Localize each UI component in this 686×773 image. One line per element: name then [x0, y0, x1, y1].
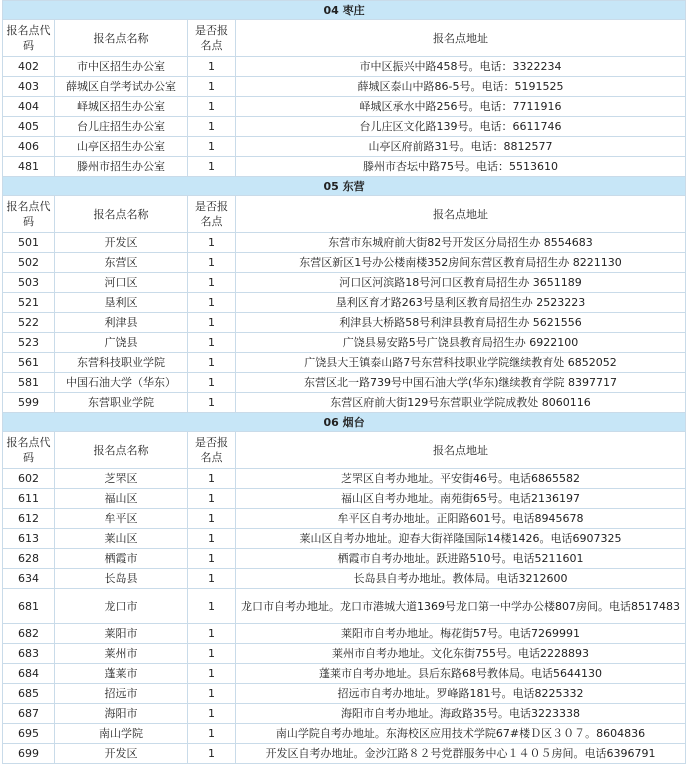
table-row: [3, 233, 686, 253]
point-address: 峄城区承水中路256号。电话：7711916: [236, 97, 686, 117]
header-code: 报名点代码: [3, 432, 55, 469]
table-row: [3, 353, 686, 373]
point-code: 481: [3, 157, 55, 177]
table-row: [3, 253, 686, 273]
point-address: 莱山区自考办地址。迎春大街祥隆国际14楼1426。电话6907325: [236, 529, 686, 549]
point-code: 685: [3, 684, 55, 704]
header-address: 报名点地址: [236, 432, 686, 469]
is-point-flag: 1: [188, 313, 236, 333]
point-address: 市中区振兴中路458号。电话：3322234: [236, 57, 686, 77]
column-header-row: [3, 196, 686, 233]
is-point-flag: 1: [188, 157, 236, 177]
table-row: [3, 393, 686, 413]
point-name: 广饶县: [55, 333, 188, 353]
table-row: [3, 137, 686, 157]
point-name: 利津县: [55, 313, 188, 333]
point-code: 404: [3, 97, 55, 117]
is-point-flag: 1: [188, 233, 236, 253]
is-point-flag: 1: [188, 253, 236, 273]
point-name: 开发区: [55, 233, 188, 253]
is-point-flag: 1: [188, 293, 236, 313]
is-point-flag: 1: [188, 57, 236, 77]
is-point-flag: 1: [188, 569, 236, 589]
point-code: 634: [3, 569, 55, 589]
is-point-flag: 1: [188, 333, 236, 353]
is-point-flag: 1: [188, 273, 236, 293]
table-row: [3, 273, 686, 293]
point-name: 莱阳市: [55, 624, 188, 644]
header-is-point: 是否报名点: [188, 20, 236, 57]
is-point-flag: 1: [188, 373, 236, 393]
point-name: 东营科技职业学院: [55, 353, 188, 373]
point-name: 南山学院: [55, 724, 188, 744]
point-address: 牟平区自考办地址。正阳路601号。电话8945678: [236, 509, 686, 529]
is-point-flag: 1: [188, 644, 236, 664]
point-code: 612: [3, 509, 55, 529]
header-code: 报名点代码: [3, 196, 55, 233]
point-code: 402: [3, 57, 55, 77]
point-name: 市中区招生办公室: [55, 57, 188, 77]
point-address: 栖霞市自考办地址。跃进路510号。电话5211601: [236, 549, 686, 569]
section-header-row: [3, 177, 686, 196]
point-code: 683: [3, 644, 55, 664]
column-header-row: [3, 432, 686, 469]
point-code: 682: [3, 624, 55, 644]
point-address: 山亭区府前路31号。电话：8812577: [236, 137, 686, 157]
point-name: 开发区: [55, 744, 188, 764]
header-name: 报名点名称: [55, 432, 188, 469]
point-address: 芝罘区自考办地址。平安街46号。电话6865582: [236, 469, 686, 489]
is-point-flag: 1: [188, 704, 236, 724]
point-code: 611: [3, 489, 55, 509]
table-row: [3, 624, 686, 644]
point-address: 海阳市自考办地址。海政路35号。电话3223338: [236, 704, 686, 724]
point-address: 龙口市自考办地址。龙口市港城大道1369号龙口第一中学办公楼807房间。电话8517483: [236, 589, 686, 624]
point-address: 垦利区育才路263号垦利区教育局招生办 2523223: [236, 293, 686, 313]
table-row: [3, 469, 686, 489]
header-name: 报名点名称: [55, 196, 188, 233]
point-code: 599: [3, 393, 55, 413]
point-address: 广饶县大王镇泰山路7号东营科技职业学院继续教育处 6852052: [236, 353, 686, 373]
point-code: 521: [3, 293, 55, 313]
section-header-row: [3, 413, 686, 432]
header-code: 报名点代码: [3, 20, 55, 57]
table-row: [3, 549, 686, 569]
point-address: 长岛县自考办地址。教体局。电话3212600: [236, 569, 686, 589]
table-row: [3, 589, 686, 624]
point-code: 581: [3, 373, 55, 393]
point-address: 蓬莱市自考办地址。县后东路68号教体局。电话5644130: [236, 664, 686, 684]
point-name: 滕州市招生办公室: [55, 157, 188, 177]
is-point-flag: 1: [188, 744, 236, 764]
point-name: 福山区: [55, 489, 188, 509]
is-point-flag: 1: [188, 97, 236, 117]
point-code: 681: [3, 589, 55, 624]
is-point-flag: 1: [188, 724, 236, 744]
point-name: 河口区: [55, 273, 188, 293]
point-code: 523: [3, 333, 55, 353]
table-row: [3, 529, 686, 549]
is-point-flag: 1: [188, 529, 236, 549]
table-row: [3, 313, 686, 333]
table-row: [3, 569, 686, 589]
table-row: [3, 509, 686, 529]
point-address: 利津县大桥路58号利津县教育局招生办 5621556: [236, 313, 686, 333]
point-name: 招远市: [55, 684, 188, 704]
table-row: [3, 333, 686, 353]
header-address: 报名点地址: [236, 196, 686, 233]
table-row: [3, 373, 686, 393]
point-name: 中国石油大学（华东）: [55, 373, 188, 393]
is-point-flag: 1: [188, 469, 236, 489]
point-address: 福山区自考办地址。南苑街65号。电话2136197: [236, 489, 686, 509]
is-point-flag: 1: [188, 137, 236, 157]
point-code: 687: [3, 704, 55, 724]
point-address: 开发区自考办地址。金沙江路８２号党群服务中心１４０５房间。电话6396791: [236, 744, 686, 764]
point-code: 699: [3, 744, 55, 764]
table-row: [3, 77, 686, 97]
table-row: [3, 724, 686, 744]
point-address: 广饶县易安路5号广饶县教育局招生办 6922100: [236, 333, 686, 353]
is-point-flag: 1: [188, 684, 236, 704]
point-code: 602: [3, 469, 55, 489]
is-point-flag: 1: [188, 509, 236, 529]
is-point-flag: 1: [188, 117, 236, 137]
table-row: [3, 57, 686, 77]
point-code: 695: [3, 724, 55, 744]
table-row: [3, 117, 686, 137]
table-row: [3, 704, 686, 724]
point-name: 山亭区招生办公室: [55, 137, 188, 157]
point-address: 河口区河滨路18号河口区教育局招生办 3651189: [236, 273, 686, 293]
point-name: 垦利区: [55, 293, 188, 313]
point-name: 长岛县: [55, 569, 188, 589]
point-name: 龙口市: [55, 589, 188, 624]
section-header-row: [3, 1, 686, 20]
point-address: 滕州市杏坛中路75号。电话：5513610: [236, 157, 686, 177]
header-address: 报名点地址: [236, 20, 686, 57]
is-point-flag: 1: [188, 77, 236, 97]
point-code: 613: [3, 529, 55, 549]
is-point-flag: 1: [188, 353, 236, 373]
point-name: 蓬莱市: [55, 664, 188, 684]
point-address: 招远市自考办地址。罗峰路181号。电话8225332: [236, 684, 686, 704]
is-point-flag: 1: [188, 624, 236, 644]
table-row: [3, 97, 686, 117]
section-title: 06 烟台: [3, 413, 686, 432]
table-row: [3, 157, 686, 177]
table-row: [3, 664, 686, 684]
is-point-flag: 1: [188, 489, 236, 509]
column-header-row: [3, 20, 686, 57]
point-address: 莱阳市自考办地址。梅花街57号。电话7269991: [236, 624, 686, 644]
point-code: 502: [3, 253, 55, 273]
point-code: 403: [3, 77, 55, 97]
point-name: 薛城区自学考试办公室: [55, 77, 188, 97]
point-name: 芝罘区: [55, 469, 188, 489]
is-point-flag: 1: [188, 589, 236, 624]
point-address: 台儿庄区文化路139号。电话：6611746: [236, 117, 686, 137]
header-is-point: 是否报名点: [188, 432, 236, 469]
section-title: 04 枣庄: [3, 1, 686, 20]
point-code: 628: [3, 549, 55, 569]
point-code: 405: [3, 117, 55, 137]
point-code: 501: [3, 233, 55, 253]
point-address: 东营区府前大街129号东营职业学院成教处 8060116: [236, 393, 686, 413]
point-name: 东营职业学院: [55, 393, 188, 413]
point-code: 503: [3, 273, 55, 293]
point-code: 522: [3, 313, 55, 333]
is-point-flag: 1: [188, 664, 236, 684]
table-row: [3, 489, 686, 509]
point-name: 莱山区: [55, 529, 188, 549]
point-address: 薛城区泰山中路86-5号。电话：5191525: [236, 77, 686, 97]
point-name: 台儿庄招生办公室: [55, 117, 188, 137]
table-row: [3, 744, 686, 764]
point-address: 东营市东城府前大街82号开发区分局招生办 8554683: [236, 233, 686, 253]
point-code: 684: [3, 664, 55, 684]
is-point-flag: 1: [188, 549, 236, 569]
point-name: 东营区: [55, 253, 188, 273]
point-name: 莱州市: [55, 644, 188, 664]
table-row: [3, 293, 686, 313]
point-name: 峄城区招生办公室: [55, 97, 188, 117]
point-address: 东营区北一路739号中国石油大学(华东)继续教育学院 8397717: [236, 373, 686, 393]
point-address: 莱州市自考办地址。文化东街755号。电话2228893: [236, 644, 686, 664]
table-row: [3, 644, 686, 664]
header-name: 报名点名称: [55, 20, 188, 57]
point-code: 561: [3, 353, 55, 373]
point-name: 栖霞市: [55, 549, 188, 569]
is-point-flag: 1: [188, 393, 236, 413]
registration-points-table: [2, 0, 686, 764]
point-address: 东营区新区1号办公楼南楼352房间东营区教育局招生办 8221130: [236, 253, 686, 273]
point-name: 牟平区: [55, 509, 188, 529]
section-title: 05 东营: [3, 177, 686, 196]
point-address: 南山学院自考办地址。东海校区应用技术学院67#楼Ｄ区３０７。8604836: [236, 724, 686, 744]
point-code: 406: [3, 137, 55, 157]
point-name: 海阳市: [55, 704, 188, 724]
table-row: [3, 684, 686, 704]
header-is-point: 是否报名点: [188, 196, 236, 233]
